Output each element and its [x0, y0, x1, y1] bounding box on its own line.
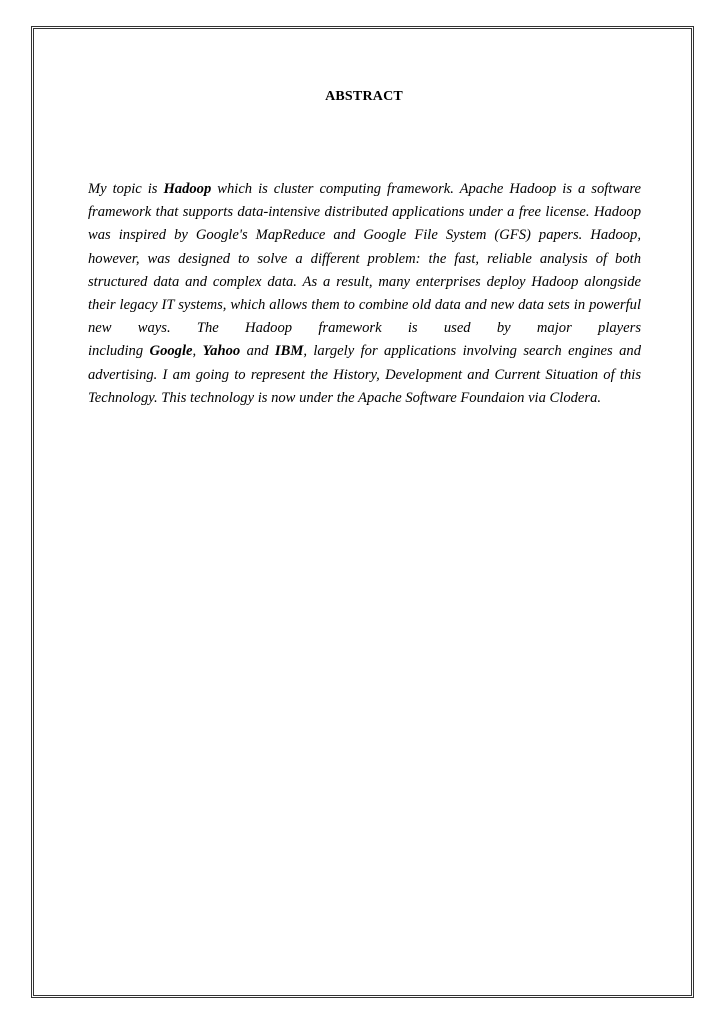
term-ibm: IBM — [274, 343, 304, 360]
abstract-line-6: their legacy IT systems, which allows them to combine old data and new data sets in powerful — [88, 296, 641, 313]
abstract-line-9: advertising. I am going to represent the History, Development and Current Situation of this — [88, 366, 641, 383]
abstract-line-1: My topic is Hadoop which is cluster computing framework. Apache Hadoop is a software — [88, 181, 641, 197]
abstract-line-4: however, was designed to solve a different problem: the fast, reliable analysis of both — [88, 250, 641, 267]
abstract-line-8: including Google, Yahoo and IBM, largely for applications involving search engines and — [88, 343, 641, 360]
abstract-line-5: structured data and complex data. As a result, many enterprises deploy Hadoop alongside — [88, 273, 641, 290]
term-hadoop: Hadoop — [163, 181, 212, 197]
page-border — [31, 26, 694, 998]
abstract-line-3: was inspired by Google's MapReduce and Google File System (GFS) papers. Hadoop, — [88, 227, 641, 244]
abstract-line-2: framework that supports data-intensive distributed applications under a free license. Hadoop — [88, 204, 641, 221]
abstract-line-10: Technology. This technology is now under the Apache Software Foundaion via Clodera. — [88, 389, 602, 406]
abstract-line-7: new ways. The Hadoop framework is used by major players — [88, 320, 641, 337]
term-yahoo: Yahoo — [202, 343, 241, 360]
term-google: Google — [149, 343, 193, 360]
page-title: ABSTRACT — [325, 89, 403, 104]
abstract-paragraph — [88, 178, 641, 410]
